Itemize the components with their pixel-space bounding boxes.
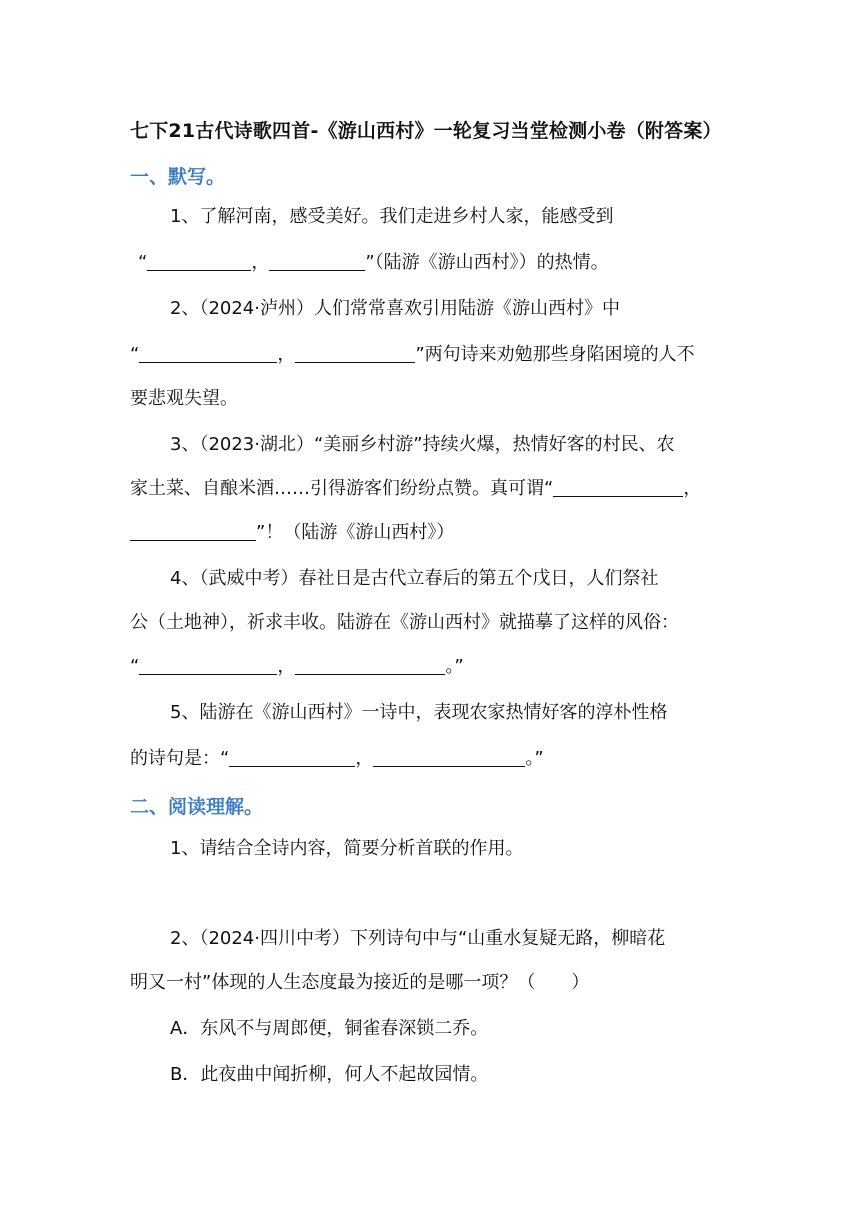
quote-open: “ — [130, 656, 140, 677]
answer-blank[interactable] — [373, 746, 525, 767]
answer-blank[interactable] — [553, 476, 683, 497]
answer-blank[interactable] — [139, 342, 277, 363]
q3-line-3 — [130, 520, 454, 546]
answer-blank[interactable] — [269, 250, 365, 271]
q3-text: 家土菜、自酿米酒……引得游客们纷纷点赞。真可谓“ — [130, 478, 554, 499]
q3-source: ”！（陆游《游山西村》） — [256, 522, 455, 543]
quote-open: “ — [130, 344, 140, 365]
q1-line-1: 1、了解河南，感受美好。我们走进乡村人家，能感受到 — [170, 206, 614, 227]
q3-line-2 — [130, 476, 701, 502]
comma: ， — [251, 252, 270, 273]
q4-line-2: 公（土地神），祈求丰收。陆游在《游山西村》就描摹了这样的风俗： — [130, 612, 679, 633]
r1-question: 1、请结合全诗内容，简要分析首联的作用。 — [170, 838, 524, 859]
q1-line-2 — [138, 250, 609, 276]
option-a[interactable]: A．东风不与周郎便，铜雀春深锁二乔。 — [170, 1018, 489, 1039]
comma: ， — [355, 748, 374, 769]
q2-line-1: 2、（2024·泸州）人们常常喜欢引用陆游《游山西村》中 — [170, 298, 620, 319]
q4-line-3 — [130, 654, 464, 680]
q2-line-3: 要悲观失望。 — [130, 388, 238, 409]
answer-blank[interactable] — [147, 250, 251, 271]
answer-blank[interactable] — [130, 520, 256, 541]
comma: ， — [683, 478, 702, 499]
answer-blank[interactable] — [139, 654, 277, 675]
section-heading-dictation: 一、默写。 — [130, 166, 226, 188]
comma: ， — [277, 656, 296, 677]
option-b[interactable]: B．此夜曲中闻折柳，何人不起故园情。 — [170, 1064, 489, 1085]
section-heading-reading: 二、阅读理解。 — [130, 796, 264, 818]
comma: ， — [277, 344, 296, 365]
quote-open: “ — [138, 252, 148, 273]
answer-blank[interactable] — [295, 654, 445, 675]
q3-line-1: 3、（2023·湖北）“美丽乡村游”持续火爆，热情好客的村民、农 — [170, 434, 675, 455]
r2-line-1: 2、（2024·四川中考）下列诗句中与“山重水复疑无路，柳暗花 — [170, 928, 666, 949]
q5-line-1: 5、陆游在《游山西村》一诗中，表现农家热情好客的淳朴性格 — [170, 702, 668, 723]
q5-line-2 — [130, 746, 544, 772]
quote-close: 。” — [525, 748, 544, 769]
quote-close: 。” — [445, 656, 464, 677]
q1-source: ”（陆游《游山西村》）的热情。 — [365, 252, 609, 273]
q5-text: 的诗句是：“ — [130, 748, 230, 769]
r2-line-2: 明又一村”体现的人生态度最为接近的是哪一项？（ ） — [130, 972, 590, 993]
q2-line-2 — [130, 342, 695, 368]
worksheet-title: 七下21古代诗歌四首-《游山西村》一轮复习当堂检测小卷（附答案） — [130, 120, 722, 142]
answer-blank[interactable] — [295, 342, 415, 363]
q2-text: ”两句诗来劝勉那些身陷困境的人不 — [415, 344, 695, 365]
answer-blank[interactable] — [229, 746, 355, 767]
q4-line-1: 4、（武威中考）春社日是古代立春后的第五个戊日，人们祭社 — [170, 568, 659, 589]
